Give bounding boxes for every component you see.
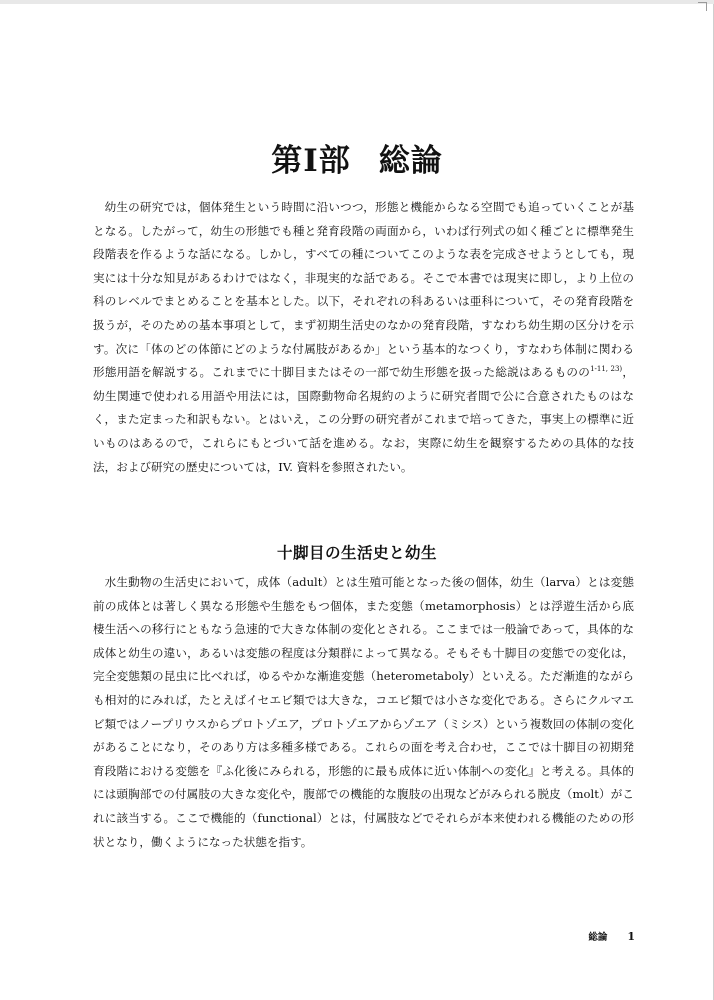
page-number: 1 — [627, 930, 635, 943]
part-title — [0, 135, 714, 180]
intro-text-1: 幼生の研究では，個体発生という時間に沿いつつ，形態と機能からなる空間でも追っていくことが基となる。したがって，幼生の形態でも種と発育段階の両面から，いわば行列式の如く種ごとに標準発生段階表を作るような話になる。しかし，すべての種についてこのような表を完成させようとしても，現実には十分な知見があるわけではなく，非現実的な話である。そこで本書では現実に即し，より上位の科のレベルでまとめることを基本とした。以下，それぞれの科あるいは亜科について，その発育段階を扱うが，そのための基本事項として，まず初期生活史のなかの発育段階，すなわち幼生期の区分けを示す。次に「体のどの体節にどのような付属肢があるか」という基本的なつくり，すなわち体制に関わる形態用語を解説する。これまでに十脚目またはその一部で幼生形態を扱った総説はあるものの — [93, 200, 634, 380]
section-heading: 十脚目の生活史と幼生 — [276, 544, 437, 562]
part-label: 第Ⅰ部 — [271, 142, 351, 179]
citation-superscript: 1-11, 23) — [590, 365, 623, 374]
page-footer — [588, 929, 635, 943]
running-head: 総論 — [588, 932, 608, 943]
intro-paragraph — [93, 196, 634, 479]
section-body-paragraph: 水生動物の生活史において，成体（adult）とは生殖可能となった後の個体，幼生（larva）とは変態前の成体とは著しく異なる形態や生態をもつ個体，また変態（metamorphosis）とは浮遊生活から底棲生活への移行にともなう急速的で大きな体制の変化とされる。ここまでは一般論であって，具体的な成体と幼生の違い，あるいは変態の程度は分類群によって異なる。そもそも十脚目の変態での変化は，完全変態類の昆虫に比べれば，ゆるやかな漸進変態（heterometaboly）といえる。ただ漸進的ながらも相対的にみれば，たとえばイセエビ類では大きな，コエビ類では小さな変化である。さらにクルマエビ類ではノープリウスからプロトゾエア，プロトゾエアからゾエア（ミシス）という複数回の体制の変化があることになり，そのあり方は多種多様である。これらの面を考え合わせ，ここでは十脚目の初期発育段階における変態を『ふ化後にみられる，形態的に最も成体に近い体制への変化』と考える。具体的には頭胸部での付属肢の大きな変化や，腹部での機能的な腹肢の出現などがみられる脱皮（molt）がこれに該当する。ここで機能的（functional）とは，付属肢などでそれらが本来使われる機能のための形状となり，働くようになった状態を指す。 — [93, 575, 634, 849]
intro-text-2: ，幼生関連で使われる用語や用法には，国際動物命名規約のように研究者間で公に合意されたものはなく，また定まった和訳もない。とはいえ，この分野の研究者がこれまで培ってきた，事実上の標準に近いものはあるので，これらにもとづいて話を進める。なお，実際に幼生を観察するための具体的な技法，および研究の歴史については，IV. 資料を参照されたい。 — [93, 365, 634, 474]
crop-mark — [698, 2, 707, 11]
part-name: 総論 — [378, 142, 443, 179]
top-edge-strip — [0, 0, 714, 4]
